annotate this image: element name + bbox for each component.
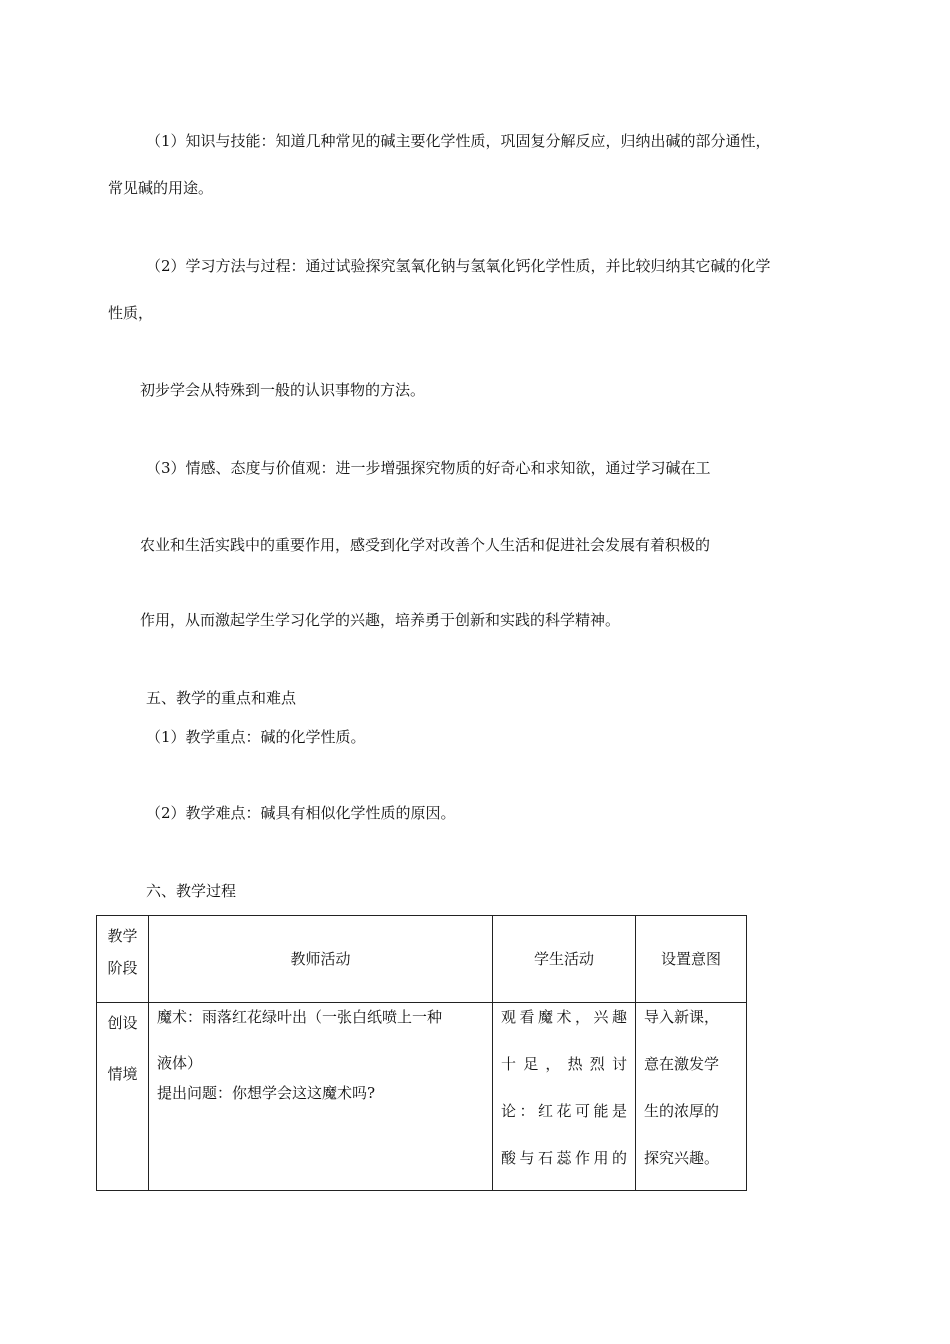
objective-2-line-2: 性质， <box>108 304 154 322</box>
stage-cell: 创设 情境 <box>97 1003 149 1191</box>
header-teacher-activity: 教师活动 <box>149 916 493 1003</box>
teaching-focus: （1）教学重点：碱的化学性质。 <box>146 728 366 746</box>
objective-2-line-1: （2）学习方法与过程：通过试验探究氢氧化钠与氢氧化钙化学性质，并比较归纳其它碱的化学 <box>146 257 771 275</box>
objective-3-line-1: （3）情感、态度与价值观：进一步增强探究物质的好奇心和求知欲，通过学习碱在工 <box>146 459 711 477</box>
objective-2-line-3: 初步学会从特殊到一般的认识事物的方法。 <box>140 381 426 399</box>
table-header-row <box>97 916 747 1003</box>
design-intent-cell: 导入新课， 意在激发学 生的浓厚的 探究兴趣。 <box>636 1003 747 1191</box>
objective-1-line-1: （1）知识与技能：知道几种常见的碱主要化学性质，巩固复分解反应，归纳出碱的部分通性， <box>146 132 771 150</box>
header-design-intent: 设置意图 <box>636 916 747 1003</box>
header-stage: 教学 阶段 <box>97 916 149 1003</box>
section-6-title: 六、教学过程 <box>146 882 237 900</box>
teacher-activity-cell: 魔术：雨落红花绿叶出（一张白纸喷上一种 液体） 提出问题：你想学会这这魔术吗? <box>149 1003 493 1191</box>
section-5-title: 五、教学的重点和难点 <box>146 689 297 707</box>
teaching-difficulty: （2）教学难点：碱具有相似化学性质的原因。 <box>146 804 456 822</box>
teaching-process-table <box>96 915 747 1191</box>
table-row <box>97 1003 747 1191</box>
header-student-activity: 学生活动 <box>493 916 636 1003</box>
student-activity-cell: 观看魔术，兴趣 十足，热烈讨 论：红花可能是 酸与石蕊作用的 <box>493 1003 636 1191</box>
objective-3-line-3: 作用，从而激起学生学习化学的兴趣，培养勇于创新和实践的科学精神。 <box>140 611 621 629</box>
objective-3-line-2: 农业和生活实践中的重要作用，感受到化学对改善个人生活和促进社会发展有着积极的 <box>140 536 711 554</box>
objective-1-line-2: 常见碱的用途。 <box>108 179 214 197</box>
